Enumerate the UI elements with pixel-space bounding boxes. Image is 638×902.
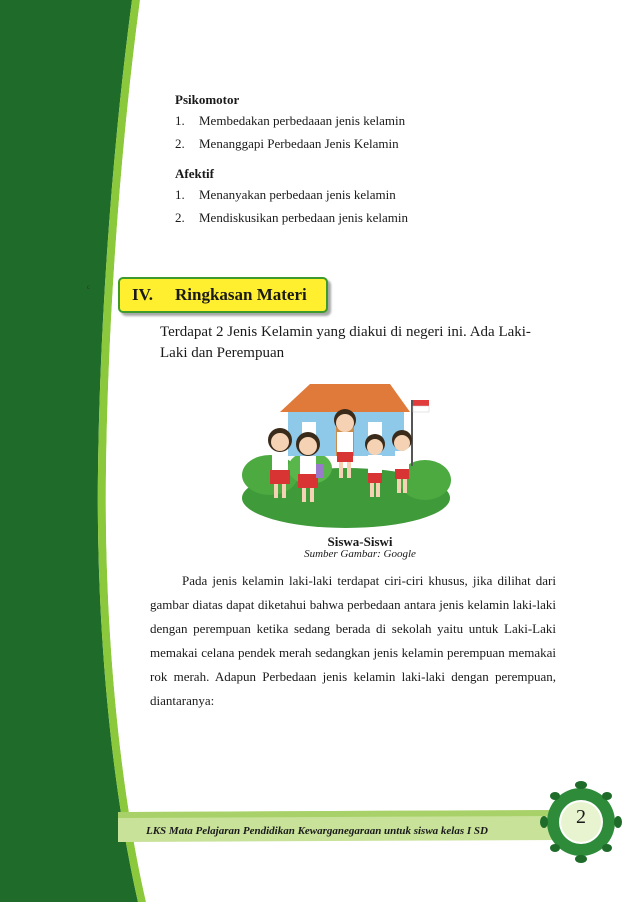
figure-title: Siswa-Siswi: [327, 534, 393, 549]
afektif-list: [175, 183, 408, 229]
section-number: IV.: [132, 285, 153, 304]
afektif-label: Afektif: [175, 166, 214, 181]
list-item: 1. Membedakan perbedaaan jenis kelamin: [175, 113, 406, 128]
psikomotor-list: [175, 109, 405, 155]
stray-mark: c: [87, 283, 91, 291]
section-title: Ringkasan Materi: [175, 285, 307, 304]
figure-source: Sumber Gambar: Google: [304, 548, 416, 560]
list-item: 1. Menanyakan perbedaan jenis kelamin: [175, 187, 396, 202]
intro-text: Terdapat 2 Jenis Kelamin yang diakui di negeri ini. Ada Laki-Laki dan Perempuan: [160, 324, 531, 361]
page-number: 2: [576, 806, 586, 828]
list-item: 2. Mendiskusikan perbedaan jenis kelamin: [175, 210, 409, 225]
footer-text: LKS Mata Pelajaran Pendidikan Kewarganegaraan untuk siswa kelas I SD: [146, 825, 488, 837]
psikomotor-label: Psikomotor: [175, 92, 240, 107]
section-heading: [118, 277, 328, 313]
list-item: 2. Menanggapi Perbedaan Jenis Kelamin: [175, 136, 399, 151]
body-paragraph: Pada jenis kelamin laki-laki terdapat ciri-ciri khusus, jika dilihat dari gambar diatas dapat diketahui bahwa perbedaan antara jenis kelamin laki-laki dengan perempuan ketika sedang berada di sekolah yaitu untuk Laki-Laki memakai celana pendek merah sedangkan jenis kelamin perempuan memakai rok merah. Adapun Perbedaan jenis kelamin laki-laki dengan perempuan, diantaranya:: [150, 573, 556, 708]
students-illustration: [240, 380, 452, 530]
